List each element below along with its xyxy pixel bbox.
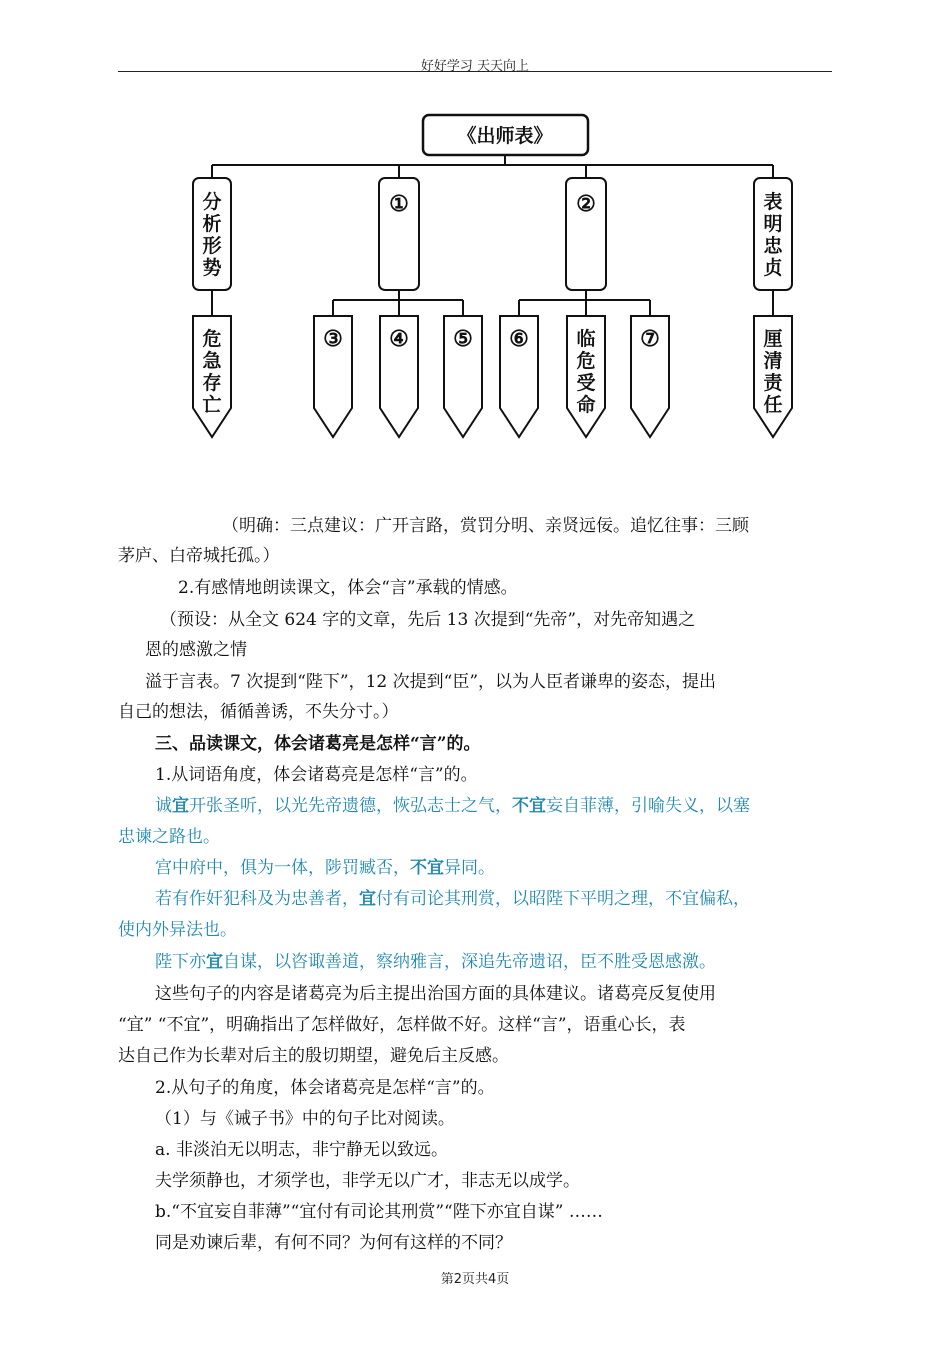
preset-line-2: 恩的感激之情 (145, 640, 247, 660)
header-rule (118, 71, 832, 72)
branch-1-char-1: 分 (202, 191, 222, 213)
item-2: 2.从句子的角度，体会诸葛亮是怎样“言”的。 (155, 1078, 495, 1098)
leaf-1-char-4: 亡 (202, 394, 222, 416)
answer-line-2: 茅庐、白帝城托孤。） (118, 546, 280, 566)
question-line: 同是劝谏后辈，有何不同？为何有这样的不同？ (155, 1233, 512, 1253)
sub-item-1: （1）与《诫子书》中的句子比对阅读。 (155, 1109, 455, 1129)
branch-3-label: ② (576, 191, 596, 217)
page-header: 好好学习 天天向上 (420, 59, 530, 74)
compare-a-line-1: a. 非淡泊无以明志，非宁静无以致远。 (155, 1140, 448, 1160)
branch-1-char-2: 析 (202, 213, 222, 235)
leaf-8-char-4: 任 (763, 394, 783, 416)
leaf-8-char-1: 厘 (763, 328, 783, 350)
branch-4-char-1: 表 (763, 191, 783, 213)
compare-b-line: b.“不宜妄自菲薄”“宜付有司论其刑赏”“陛下亦宜自谋” …… (155, 1202, 603, 1222)
branch-4-char-2: 明 (763, 213, 783, 235)
structure-diagram (0, 100, 950, 450)
leaf-3-label: ④ (389, 326, 409, 352)
branch-4-char-4: 贞 (763, 257, 783, 279)
answer-line-1: （明确：三点建议：广开言路，赏罚分明、亲贤远佞。追忆往事：三顾 (222, 516, 749, 536)
branch-2-label: ① (389, 191, 409, 217)
leaf-2-label: ③ (323, 326, 343, 352)
quote-1-line-1: 诚宜开张圣听，以光先帝遗德，恢弘志士之气，不宜妄自菲薄，引喻失义，以塞 (155, 796, 750, 816)
leaf-1-char-2: 急 (202, 350, 222, 372)
analysis-line-3: 达自己作为长辈对后主的殷切期望，避免后主反感。 (118, 1046, 509, 1066)
leaf-6-char-4: 命 (576, 394, 596, 416)
preset-line-1: （预设：从全文 624 字的文章，先后 13 次提到“先帝”，对先帝知遇之 (160, 610, 696, 630)
branch-1-char-3: 形 (202, 235, 222, 257)
task-2: 2.有感情地朗读课文，体会“言”承载的情感。 (178, 578, 518, 598)
quote-3-line-1: 若有作奸犯科及为忠善者，宜付有司论其刑赏，以昭陛下平明之理，不宜偏私， (155, 889, 750, 909)
root-label: 《出师表》 (457, 125, 553, 147)
leaf-5-label: ⑥ (509, 326, 529, 352)
preset-line-3: 溢于言表。7 次提到“陛下”，12 次提到“臣”，以为人臣者谦卑的姿态，提出 (145, 672, 717, 692)
quote-1-line-2: 忠谏之路也。 (118, 827, 220, 847)
section-3-heading: 三、品读课文，体会诸葛亮是怎样“言”的。 (155, 734, 481, 754)
compare-a-line-2: 夫学须静也，才须学也，非学无以广才，非志无以成学。 (155, 1171, 580, 1191)
item-1: 1.从词语角度，体会诸葛亮是怎样“言”的。 (155, 765, 478, 785)
leaf-1-char-1: 危 (202, 328, 222, 350)
child-connectors (212, 290, 773, 316)
quote-3-line-2: 使内外异法也。 (118, 920, 237, 940)
branch-1-char-4: 势 (202, 257, 222, 279)
leaf-7-label: ⑦ (640, 326, 660, 352)
quote-2: 宫中府中，俱为一体，陟罚臧否，不宜异同。 (155, 858, 495, 878)
analysis-line-1: 这些句子的内容是诸葛亮为后主提出治国方面的具体建议。诸葛亮反复使用 (155, 984, 716, 1004)
leaf-4-label: ⑤ (453, 326, 473, 352)
root-connectors (212, 155, 773, 178)
leaf-6-char-2: 危 (576, 350, 596, 372)
branch-4-char-3: 忠 (763, 235, 783, 257)
analysis-line-2: “宜” “不宜”，明确指出了怎样做好，怎样做不好。这样“言”，语重心长，表 (118, 1015, 686, 1035)
preset-line-4: 自己的想法，循循善诱，不失分寸。） (118, 702, 399, 722)
leaf-1-char-3: 存 (202, 372, 222, 394)
page-footer: 第2页共4页 (440, 1272, 510, 1287)
leaf-8-char-3: 责 (763, 372, 783, 394)
quote-4: 陛下亦宜自谋，以咨诹善道，察纳雅言，深追先帝遗诏，臣不胜受恩感激。 (155, 952, 716, 972)
leaf-6-char-1: 临 (576, 328, 596, 350)
leaf-8-char-2: 清 (763, 350, 783, 372)
leaf-6-char-3: 受 (576, 372, 596, 394)
